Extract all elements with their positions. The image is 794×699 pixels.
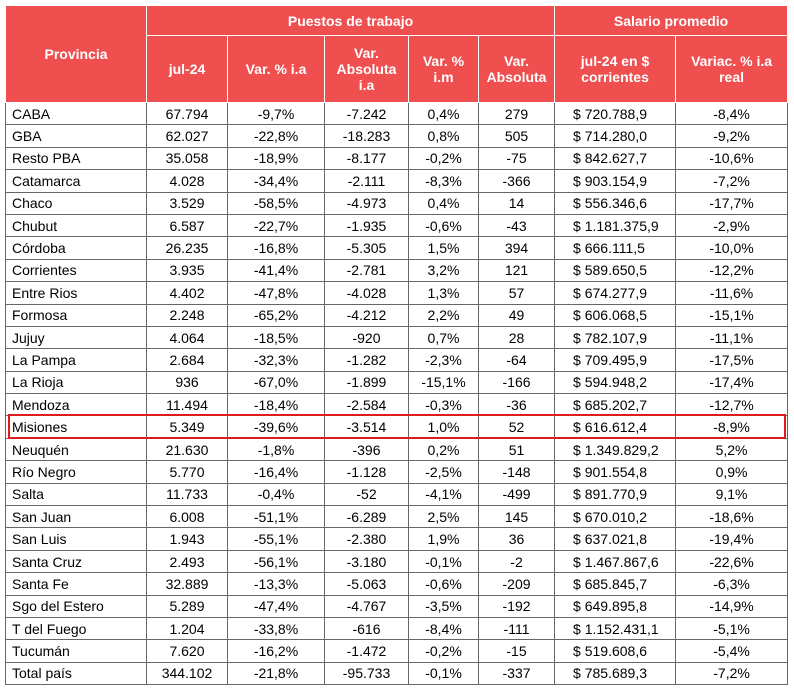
- var-im-cell: 0,7%: [409, 326, 479, 348]
- province-cell: CABA: [6, 103, 147, 125]
- abs-ia-cell: -7.242: [325, 103, 409, 125]
- var-ia-cell: -47,4%: [228, 595, 325, 617]
- var-im-cell: -0,3%: [409, 394, 479, 416]
- abs-im-cell: -192: [479, 595, 555, 617]
- abs-im-cell: -2: [479, 550, 555, 572]
- var-ia-cell: -9,7%: [228, 103, 325, 125]
- province-cell: Chubut: [6, 214, 147, 236]
- province-cell: Tucumán: [6, 640, 147, 662]
- var-im-cell: -15,1%: [409, 371, 479, 393]
- abs-im-cell: -64: [479, 349, 555, 371]
- abs-ia-cell: -2.111: [325, 170, 409, 192]
- header-group-salary: Salario promedio: [555, 6, 788, 36]
- salary-cell: $ 637.021,8: [555, 528, 676, 550]
- jobs-jul24-cell: 11.733: [147, 483, 228, 505]
- abs-im-cell: -43: [479, 214, 555, 236]
- real-var-cell: -5,4%: [676, 640, 788, 662]
- table-row: [6, 259, 788, 281]
- header-abs-ia-line1: Var.: [354, 45, 379, 61]
- province-cell: Río Negro: [6, 461, 147, 483]
- abs-ia-cell: -1.282: [325, 349, 409, 371]
- var-ia-cell: -16,8%: [228, 237, 325, 259]
- var-ia-cell: -55,1%: [228, 528, 325, 550]
- abs-ia-cell: -52: [325, 483, 409, 505]
- header-group-jobs: Puestos de trabajo: [147, 6, 555, 36]
- salary-cell: $ 1.152.431,1: [555, 617, 676, 639]
- jobs-jul24-cell: 3.529: [147, 192, 228, 214]
- abs-ia-cell: -2.380: [325, 528, 409, 550]
- abs-im-cell: -499: [479, 483, 555, 505]
- province-cell: Total país: [6, 662, 147, 684]
- var-ia-cell: -22,7%: [228, 214, 325, 236]
- header-var-im-line2: i.m: [433, 69, 454, 85]
- province-cell: Córdoba: [6, 237, 147, 259]
- abs-ia-cell: -396: [325, 438, 409, 460]
- real-var-cell: -6,3%: [676, 573, 788, 595]
- real-var-cell: -8,4%: [676, 103, 788, 125]
- jobs-jul24-cell: 5.289: [147, 595, 228, 617]
- var-ia-cell: -18,4%: [228, 394, 325, 416]
- var-ia-cell: -39,6%: [228, 416, 325, 438]
- abs-im-cell: -148: [479, 461, 555, 483]
- real-var-cell: -14,9%: [676, 595, 788, 617]
- var-im-cell: 2,5%: [409, 506, 479, 528]
- abs-ia-cell: -3.514: [325, 416, 409, 438]
- salary-cell: $ 685.202,7: [555, 394, 676, 416]
- jobs-jul24-cell: 4.028: [147, 170, 228, 192]
- var-im-cell: 0,4%: [409, 103, 479, 125]
- jobs-jul24-cell: 26.235: [147, 237, 228, 259]
- abs-im-cell: 279: [479, 103, 555, 125]
- real-var-cell: -11,1%: [676, 326, 788, 348]
- table-row: [6, 438, 788, 460]
- header-abs-im: [479, 36, 555, 103]
- table-row: [6, 461, 788, 483]
- var-ia-cell: -18,9%: [228, 147, 325, 169]
- var-im-cell: 1,5%: [409, 237, 479, 259]
- header-abs-ia: [325, 36, 409, 103]
- real-var-cell: -2,9%: [676, 214, 788, 236]
- header-var-ia: Var. % i.a: [228, 36, 325, 103]
- abs-im-cell: 505: [479, 125, 555, 147]
- table-row: [6, 416, 788, 438]
- header-abs-im-line2: Absoluta: [486, 69, 547, 85]
- salary-cell: $ 519.608,6: [555, 640, 676, 662]
- jobs-jul24-cell: 62.027: [147, 125, 228, 147]
- real-var-cell: -12,7%: [676, 394, 788, 416]
- var-ia-cell: -1,8%: [228, 438, 325, 460]
- real-var-cell: 5,2%: [676, 438, 788, 460]
- province-cell: Salta: [6, 483, 147, 505]
- jobs-jul24-cell: 2.493: [147, 550, 228, 572]
- header-real-line1: Variac. % i.a: [691, 53, 773, 69]
- province-cell: Chaco: [6, 192, 147, 214]
- jobs-jul24-cell: 32.889: [147, 573, 228, 595]
- abs-im-cell: 57: [479, 282, 555, 304]
- jobs-jul24-cell: 1.943: [147, 528, 228, 550]
- province-cell: Sgo del Estero: [6, 595, 147, 617]
- abs-ia-cell: -5.063: [325, 573, 409, 595]
- real-var-cell: 9,1%: [676, 483, 788, 505]
- abs-im-cell: -209: [479, 573, 555, 595]
- jobs-jul24-cell: 7.620: [147, 640, 228, 662]
- var-ia-cell: -41,4%: [228, 259, 325, 281]
- abs-ia-cell: -1.128: [325, 461, 409, 483]
- real-var-cell: -19,4%: [676, 528, 788, 550]
- var-ia-cell: -0,4%: [228, 483, 325, 505]
- var-im-cell: 0,2%: [409, 438, 479, 460]
- abs-im-cell: 49: [479, 304, 555, 326]
- table-row: [6, 282, 788, 304]
- real-var-cell: -12,2%: [676, 259, 788, 281]
- var-ia-cell: -34,4%: [228, 170, 325, 192]
- salary-cell: $ 589.650,5: [555, 259, 676, 281]
- province-cell: San Juan: [6, 506, 147, 528]
- header-salary-line2: corrientes: [581, 69, 649, 85]
- abs-ia-cell: -4.212: [325, 304, 409, 326]
- real-var-cell: -10,6%: [676, 147, 788, 169]
- table-body: [6, 103, 788, 685]
- jobs-jul24-cell: 936: [147, 371, 228, 393]
- header-real-line2: real: [719, 69, 744, 85]
- var-im-cell: 1,0%: [409, 416, 479, 438]
- abs-ia-cell: -4.028: [325, 282, 409, 304]
- real-var-cell: -17,4%: [676, 371, 788, 393]
- jobs-jul24-cell: 2.248: [147, 304, 228, 326]
- jobs-jul24-cell: 11.494: [147, 394, 228, 416]
- jobs-jul24-cell: 6.008: [147, 506, 228, 528]
- real-var-cell: -8,9%: [676, 416, 788, 438]
- var-im-cell: -0,1%: [409, 662, 479, 684]
- real-var-cell: -10,0%: [676, 237, 788, 259]
- header-real-var: [676, 36, 788, 103]
- abs-im-cell: -75: [479, 147, 555, 169]
- salary-cell: $ 674.277,9: [555, 282, 676, 304]
- province-cell: Corrientes: [6, 259, 147, 281]
- real-var-cell: -5,1%: [676, 617, 788, 639]
- province-cell: T del Fuego: [6, 617, 147, 639]
- province-cell: Misiones: [6, 416, 147, 438]
- real-var-cell: -17,5%: [676, 349, 788, 371]
- province-cell: GBA: [6, 125, 147, 147]
- var-ia-cell: -56,1%: [228, 550, 325, 572]
- var-ia-cell: -16,2%: [228, 640, 325, 662]
- salary-cell: $ 785.689,3: [555, 662, 676, 684]
- var-im-cell: 0,4%: [409, 192, 479, 214]
- var-ia-cell: -18,5%: [228, 326, 325, 348]
- salary-cell: $ 1.467.867,6: [555, 550, 676, 572]
- var-ia-cell: -21,8%: [228, 662, 325, 684]
- table-row: [6, 304, 788, 326]
- salary-cell: $ 606.068,5: [555, 304, 676, 326]
- table-row: [6, 371, 788, 393]
- table-row: [6, 617, 788, 639]
- var-ia-cell: -33,8%: [228, 617, 325, 639]
- table-row: [6, 192, 788, 214]
- province-cell: San Luis: [6, 528, 147, 550]
- table-row: [6, 147, 788, 169]
- abs-ia-cell: -1.935: [325, 214, 409, 236]
- var-im-cell: -0,6%: [409, 573, 479, 595]
- salary-cell: $ 714.280,0: [555, 125, 676, 147]
- province-cell: La Pampa: [6, 349, 147, 371]
- var-ia-cell: -16,4%: [228, 461, 325, 483]
- real-var-cell: -18,6%: [676, 506, 788, 528]
- salary-cell: $ 649.895,8: [555, 595, 676, 617]
- province-cell: Resto PBA: [6, 147, 147, 169]
- abs-im-cell: 121: [479, 259, 555, 281]
- var-ia-cell: -22,8%: [228, 125, 325, 147]
- table-row: [6, 595, 788, 617]
- province-jobs-salary-table: [5, 5, 788, 685]
- table-row: [6, 483, 788, 505]
- salary-cell: $ 720.788,9: [555, 103, 676, 125]
- table-row: [6, 103, 788, 125]
- var-im-cell: 2,2%: [409, 304, 479, 326]
- var-im-cell: -0,2%: [409, 640, 479, 662]
- salary-cell: $ 616.612,4: [555, 416, 676, 438]
- var-im-cell: -2,3%: [409, 349, 479, 371]
- salary-cell: $ 782.107,9: [555, 326, 676, 348]
- province-cell: Formosa: [6, 304, 147, 326]
- abs-ia-cell: -1.472: [325, 640, 409, 662]
- abs-ia-cell: -4.767: [325, 595, 409, 617]
- table-row: [6, 170, 788, 192]
- table-row: [6, 528, 788, 550]
- salary-cell: $ 709.495,9: [555, 349, 676, 371]
- header-salary-current: [555, 36, 676, 103]
- header-var-im-line1: Var. %: [422, 53, 465, 69]
- province-cell: Mendoza: [6, 394, 147, 416]
- table-row: [6, 214, 788, 236]
- var-im-cell: -3,5%: [409, 595, 479, 617]
- header-jul24: jul-24: [147, 36, 228, 103]
- abs-im-cell: 52: [479, 416, 555, 438]
- jobs-jul24-cell: 3.935: [147, 259, 228, 281]
- real-var-cell: -7,2%: [676, 662, 788, 684]
- var-im-cell: -8,4%: [409, 617, 479, 639]
- table-row: [6, 394, 788, 416]
- province-cell: Neuquén: [6, 438, 147, 460]
- abs-ia-cell: -4.973: [325, 192, 409, 214]
- header-abs-ia-line2: Absoluta: [336, 61, 397, 77]
- table-row: [6, 640, 788, 662]
- abs-ia-cell: -2.781: [325, 259, 409, 281]
- jobs-jul24-cell: 5.770: [147, 461, 228, 483]
- header-abs-im-line1: Var.: [504, 53, 529, 69]
- abs-im-cell: 28: [479, 326, 555, 348]
- salary-cell: $ 1.349.829,2: [555, 438, 676, 460]
- var-im-cell: -4,1%: [409, 483, 479, 505]
- var-im-cell: -0,2%: [409, 147, 479, 169]
- var-im-cell: -2,5%: [409, 461, 479, 483]
- table-row: [6, 326, 788, 348]
- table-row: [6, 125, 788, 147]
- abs-im-cell: 145: [479, 506, 555, 528]
- abs-im-cell: -366: [479, 170, 555, 192]
- var-ia-cell: -32,3%: [228, 349, 325, 371]
- real-var-cell: -15,1%: [676, 304, 788, 326]
- abs-im-cell: -337: [479, 662, 555, 684]
- var-im-cell: 3,2%: [409, 259, 479, 281]
- var-im-cell: 1,3%: [409, 282, 479, 304]
- province-cell: Santa Cruz: [6, 550, 147, 572]
- jobs-jul24-cell: 5.349: [147, 416, 228, 438]
- province-cell: Jujuy: [6, 326, 147, 348]
- var-ia-cell: -47,8%: [228, 282, 325, 304]
- salary-cell: $ 685.845,7: [555, 573, 676, 595]
- table-row: [6, 506, 788, 528]
- jobs-jul24-cell: 2.684: [147, 349, 228, 371]
- var-im-cell: 1,9%: [409, 528, 479, 550]
- province-cell: Santa Fe: [6, 573, 147, 595]
- var-ia-cell: -58,5%: [228, 192, 325, 214]
- salary-cell: $ 842.627,7: [555, 147, 676, 169]
- jobs-jul24-cell: 35.058: [147, 147, 228, 169]
- province-table-container: [5, 5, 787, 685]
- province-cell: La Rioja: [6, 371, 147, 393]
- abs-im-cell: -36: [479, 394, 555, 416]
- abs-im-cell: 394: [479, 237, 555, 259]
- header-salary-line1: jul-24 en $: [580, 53, 650, 69]
- var-ia-cell: -51,1%: [228, 506, 325, 528]
- table-row: [6, 550, 788, 572]
- jobs-jul24-cell: 4.064: [147, 326, 228, 348]
- header-var-im: [409, 36, 479, 103]
- real-var-cell: -17,7%: [676, 192, 788, 214]
- salary-cell: $ 901.554,8: [555, 461, 676, 483]
- jobs-jul24-cell: 1.204: [147, 617, 228, 639]
- province-cell: Catamarca: [6, 170, 147, 192]
- real-var-cell: -11,6%: [676, 282, 788, 304]
- var-im-cell: -0,6%: [409, 214, 479, 236]
- var-im-cell: -0,1%: [409, 550, 479, 572]
- real-var-cell: -22,6%: [676, 550, 788, 572]
- salary-cell: $ 670.010,2: [555, 506, 676, 528]
- table-row: [6, 573, 788, 595]
- salary-cell: $ 594.948,2: [555, 371, 676, 393]
- salary-cell: $ 556.346,6: [555, 192, 676, 214]
- abs-ia-cell: -3.180: [325, 550, 409, 572]
- abs-im-cell: -166: [479, 371, 555, 393]
- var-im-cell: -8,3%: [409, 170, 479, 192]
- var-im-cell: 0,8%: [409, 125, 479, 147]
- abs-ia-cell: -5.305: [325, 237, 409, 259]
- salary-cell: $ 891.770,9: [555, 483, 676, 505]
- var-ia-cell: -65,2%: [228, 304, 325, 326]
- abs-ia-cell: -6.289: [325, 506, 409, 528]
- province-cell: Entre Rios: [6, 282, 147, 304]
- header-abs-ia-line3: i.a: [358, 77, 375, 93]
- abs-ia-cell: -18.283: [325, 125, 409, 147]
- jobs-jul24-cell: 6.587: [147, 214, 228, 236]
- abs-ia-cell: -1.899: [325, 371, 409, 393]
- table-row: [6, 349, 788, 371]
- abs-im-cell: 14: [479, 192, 555, 214]
- var-ia-cell: -13,3%: [228, 573, 325, 595]
- abs-im-cell: -15: [479, 640, 555, 662]
- jobs-jul24-cell: 67.794: [147, 103, 228, 125]
- var-ia-cell: -67,0%: [228, 371, 325, 393]
- abs-ia-cell: -616: [325, 617, 409, 639]
- abs-ia-cell: -2.584: [325, 394, 409, 416]
- jobs-jul24-cell: 344.102: [147, 662, 228, 684]
- abs-im-cell: 36: [479, 528, 555, 550]
- header-province: Provincia: [6, 6, 147, 103]
- abs-ia-cell: -920: [325, 326, 409, 348]
- jobs-jul24-cell: 4.402: [147, 282, 228, 304]
- real-var-cell: -7,2%: [676, 170, 788, 192]
- real-var-cell: 0,9%: [676, 461, 788, 483]
- jobs-jul24-cell: 21.630: [147, 438, 228, 460]
- table-row: [6, 662, 788, 684]
- abs-ia-cell: -8.177: [325, 147, 409, 169]
- abs-im-cell: 51: [479, 438, 555, 460]
- table-row: [6, 237, 788, 259]
- abs-ia-cell: -95.733: [325, 662, 409, 684]
- real-var-cell: -9,2%: [676, 125, 788, 147]
- abs-im-cell: -111: [479, 617, 555, 639]
- salary-cell: $ 666.111,5: [555, 237, 676, 259]
- salary-cell: $ 1.181.375,9: [555, 214, 676, 236]
- salary-cell: $ 903.154,9: [555, 170, 676, 192]
